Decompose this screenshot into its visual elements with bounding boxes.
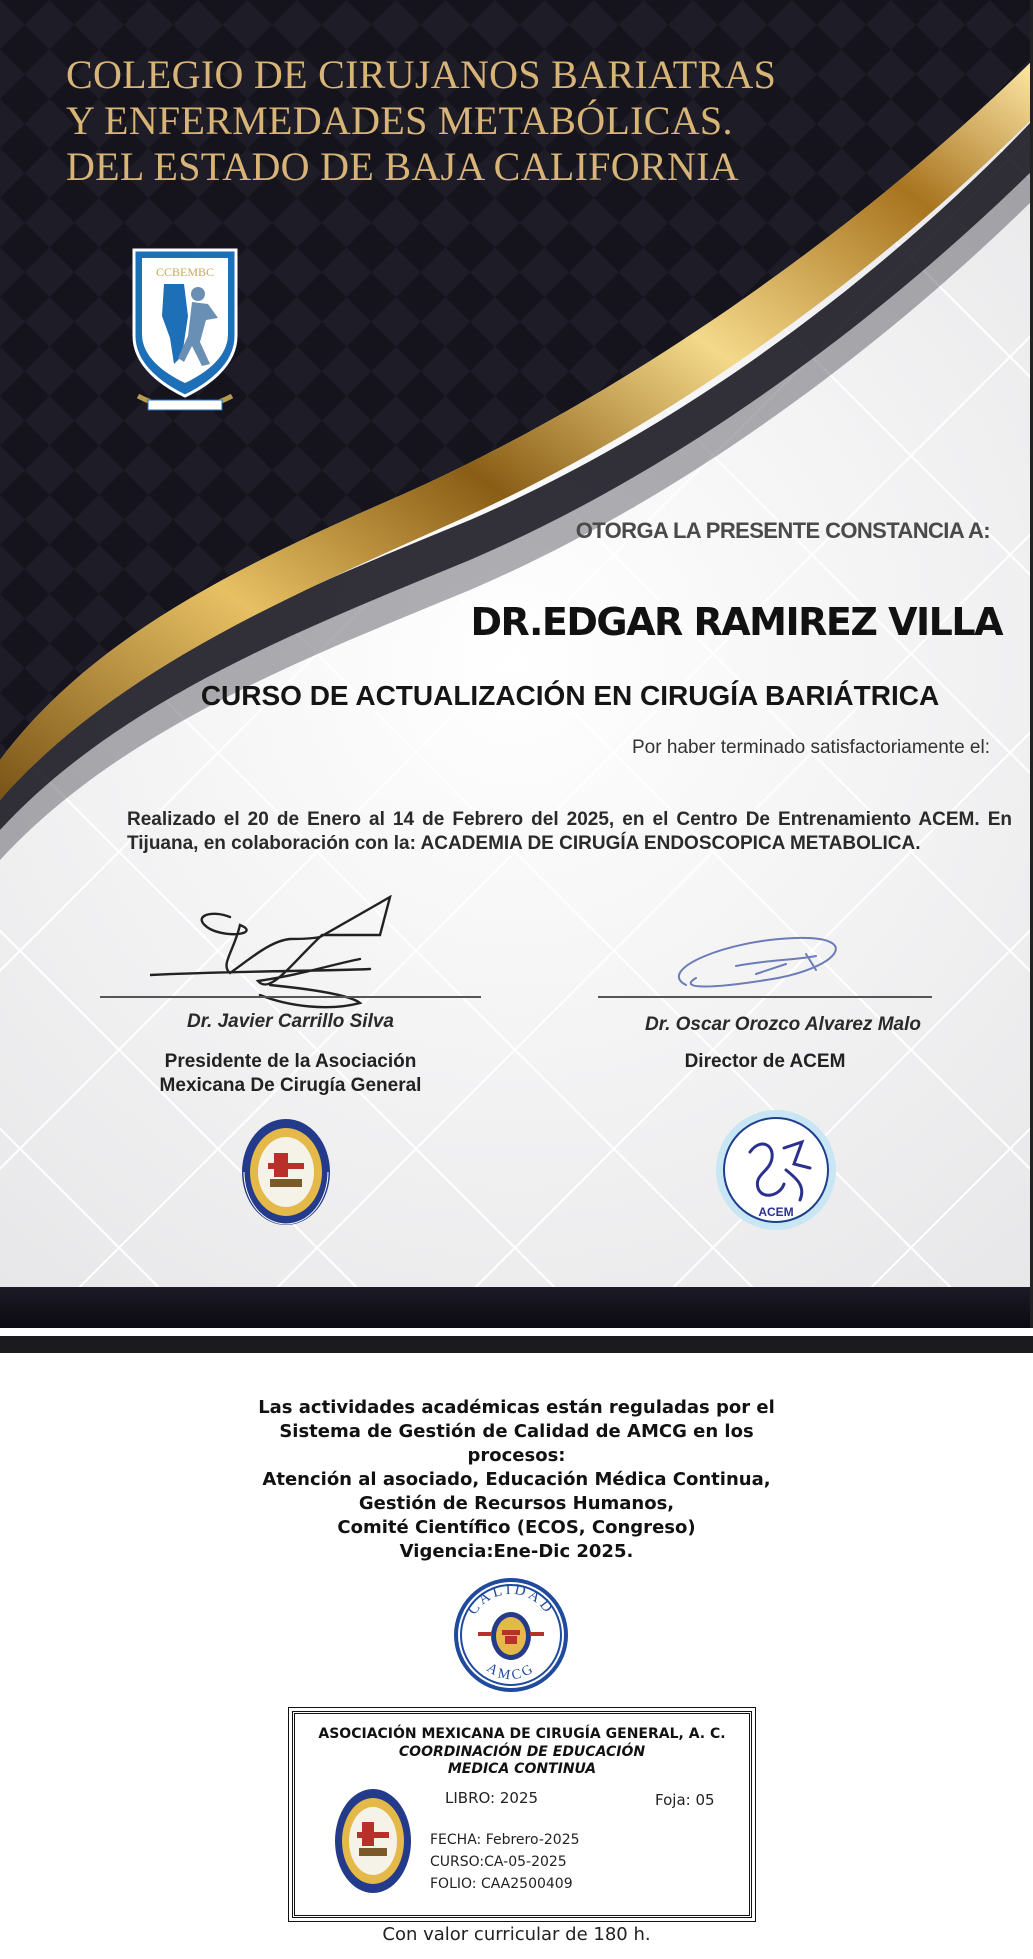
curricular-value: Con valor curricular de 180 h. [382, 1924, 651, 1945]
awards-text: OTORGA LA PRESENTE CONSTANCIA A: [575, 518, 990, 543]
quality-line-6: Comité Científico (ECOS, Congreso) [337, 1517, 696, 1538]
signatory-1-role-line-2: Mexicana De Cirugía General [159, 1075, 422, 1096]
quality-line-1: Las actividades académicas están reguladas por el [258, 1397, 775, 1418]
signature-line-1 [100, 996, 481, 998]
amcg-emblem-icon [333, 1786, 413, 1896]
certificate-bottom-bar [0, 1287, 1033, 1328]
registry-coordination-line-2: MEDICA CONTINUA [447, 1761, 597, 1777]
signatory-1-role-line-1: Presidente de la Asociación [164, 1051, 417, 1072]
college-title-line-1: COLEGIO DE CIRUJANOS BARIATRAS [66, 52, 777, 97]
quality-statement [200, 1396, 833, 1564]
registry-fecha: FECHA: Febrero-2025 [430, 1832, 580, 1848]
recipient-name: DR.EDGAR RAMIREZ VILLA [470, 600, 1002, 644]
registry-foja: Foja: 05 [655, 1791, 715, 1809]
course-details: Realizado el 20 de Enero al 14 de Febrero del 2025, en el Centro De Entrenamiento ACEM. En Tijuana, en colaboración con la: ACADEMIA DE CIRUGÍA ENDOSCOPICA METABOLICA. [127, 809, 1012, 854]
acem-emblem-label: ACEM [758, 1205, 794, 1219]
signatory-2-name: Dr. Oscar Orozco Alvarez Malo [645, 1014, 921, 1035]
acem-emblem-icon [714, 1108, 838, 1232]
signature-line-2 [598, 996, 932, 998]
ccbembc-seal-icon [126, 246, 244, 414]
registry-box [292, 1711, 752, 1918]
quality-line-5: Gestión de Recursos Humanos, [358, 1493, 675, 1514]
calidad-seal-top-text: CALIDAD [464, 1581, 558, 1618]
registry-association: ASOCIACIÓN MEXICANA DE CIRUGÍA GENERAL, A. C. [318, 1726, 726, 1742]
quality-line-7: Vigencia:Ene-Dic 2025. [399, 1541, 634, 1562]
quality-line-2: Sistema de Gestión de Calidad de AMCG en los [279, 1421, 754, 1442]
signature-2 [666, 930, 856, 1000]
quality-line-3: procesos: [467, 1445, 566, 1466]
signatory-2-role-line-1: Director de ACEM [684, 1051, 846, 1072]
registry-libro: LIBRO: 2025 [445, 1789, 539, 1807]
course-title: CURSO DE ACTUALIZACIÓN EN CIRUGÍA BARIÁTRICA [200, 680, 940, 711]
amcg-emblem-icon [240, 1117, 332, 1227]
college-title-line-2: Y ENFERMEDADES METABÓLICAS. [66, 98, 733, 143]
completion-text: Por haber terminado satisfactoriamente el: [631, 737, 990, 758]
calidad-amcg-seal-icon [452, 1576, 570, 1694]
registry-coordination-line-1: COORDINACIÓN DE EDUCACIÓN [398, 1744, 646, 1760]
registry-folio: FOLIO: CAA2500409 [430, 1876, 573, 1892]
seal-text: CCBEMBC [155, 265, 215, 279]
calidad-seal-bottom-text: AMCG [483, 1660, 539, 1684]
registry-curso: CURSO:CA-05-2025 [430, 1854, 567, 1870]
quality-line-4: Atención al asociado, Educación Médica Continua, [262, 1469, 771, 1490]
college-title-line-3: DEL ESTADO DE BAJA CALIFORNIA [66, 144, 739, 189]
signatory-1-name: Dr. Javier Carrillo Silva [186, 1011, 394, 1032]
separator-bar [0, 1336, 1033, 1353]
